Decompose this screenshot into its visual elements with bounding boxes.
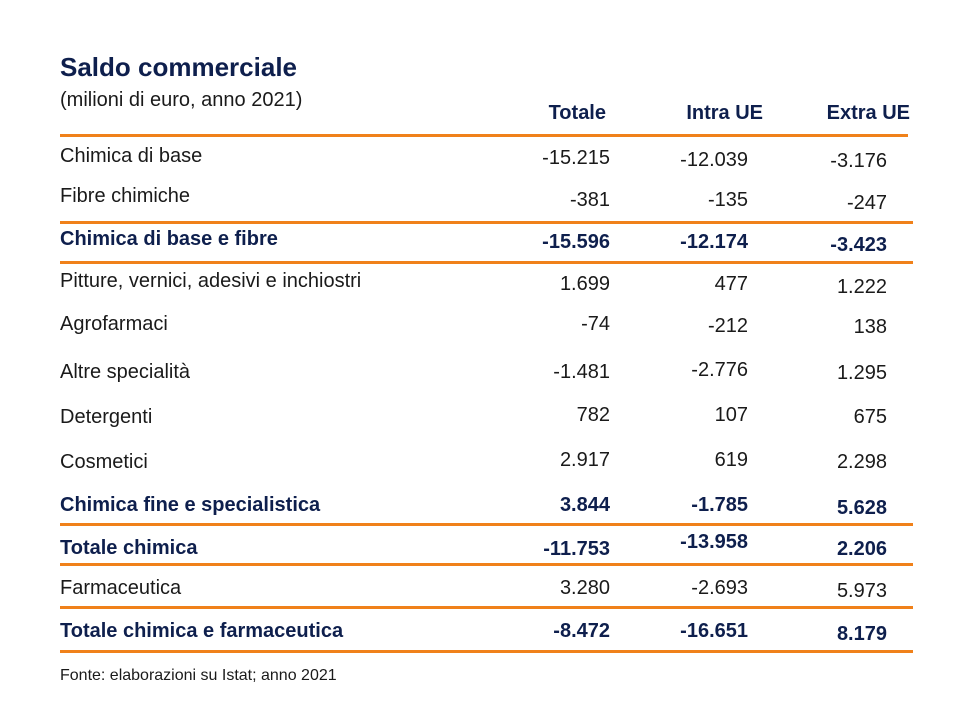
cell-totale: -1.481 [553, 361, 610, 383]
row-label: Totale chimica e farmaceutica [60, 620, 344, 642]
cell-totale: 1.699 [559, 273, 610, 295]
cell-intra: -12.174 [680, 231, 748, 253]
cell-intra: -13.958 [680, 531, 748, 553]
row-label: Detergenti [60, 406, 153, 428]
orange-separator-line [60, 134, 908, 137]
cell-intra: -2.776 [691, 359, 748, 381]
column-header-extra-ue: Extra UE [826, 102, 910, 124]
cell-totale: 3.844 [559, 494, 610, 516]
column-header-intra-ue: Intra UE [686, 102, 763, 124]
row-label: Chimica fine e specialistica [60, 494, 321, 516]
orange-separator-line [60, 650, 913, 653]
cell-intra: -2.693 [691, 577, 748, 599]
cell-totale: -11.753 [543, 538, 610, 560]
cell-extra: 675 [853, 406, 887, 428]
cell-totale: -15.596 [542, 231, 610, 253]
cell-totale: 2.917 [559, 449, 610, 471]
cell-intra: -135 [707, 189, 748, 211]
cell-totale: 782 [576, 404, 610, 426]
cell-intra: -12.039 [680, 149, 748, 171]
cell-extra: -3.176 [830, 150, 887, 172]
cell-intra: 619 [714, 449, 748, 471]
row-label: Chimica di base e fibre [60, 228, 278, 250]
source-note: Fonte: elaborazioni su Istat; anno 2021 [60, 667, 337, 684]
cell-intra: 107 [714, 404, 748, 426]
row-label: Farmaceutica [60, 577, 182, 599]
orange-separator-line [60, 261, 913, 264]
cell-intra: 477 [714, 273, 748, 295]
cell-extra: 5.628 [836, 497, 887, 519]
column-header-totale: Totale [548, 102, 606, 124]
cell-extra: -3.423 [830, 234, 887, 256]
cell-extra: 2.206 [836, 538, 887, 560]
row-label: Agrofarmaci [60, 313, 168, 335]
page-title: Saldo commerciale [60, 52, 297, 82]
orange-separator-line [60, 606, 913, 609]
cell-intra: -1.785 [691, 494, 748, 516]
cell-totale: 3.280 [559, 577, 610, 599]
cell-extra: 1.222 [836, 276, 887, 298]
cell-intra: -212 [707, 315, 748, 337]
cell-extra: 2.298 [836, 451, 887, 473]
page-subtitle: (milioni di euro, anno 2021) [60, 89, 303, 111]
cell-intra: -16.651 [680, 620, 748, 642]
orange-separator-line [60, 221, 913, 224]
cell-extra: 138 [853, 316, 887, 338]
row-label: Chimica di base [60, 145, 203, 167]
cell-extra: 5.973 [836, 580, 887, 602]
cell-totale: -381 [569, 189, 610, 211]
cell-totale: -74 [581, 313, 610, 335]
cell-totale: -8.472 [553, 620, 610, 642]
cell-extra: 1.295 [836, 362, 887, 384]
row-label: Pitture, vernici, adesivi e inchiostri [60, 270, 362, 292]
orange-separator-line [60, 523, 913, 526]
cell-extra: -247 [846, 192, 887, 214]
row-label: Fibre chimiche [60, 185, 191, 207]
row-label: Cosmetici [60, 451, 148, 473]
row-label: Altre specialità [60, 361, 191, 383]
orange-separator-line [60, 563, 913, 566]
cell-totale: -15.215 [542, 147, 610, 169]
row-label: Totale chimica [60, 537, 198, 559]
cell-extra: 8.179 [836, 623, 887, 645]
